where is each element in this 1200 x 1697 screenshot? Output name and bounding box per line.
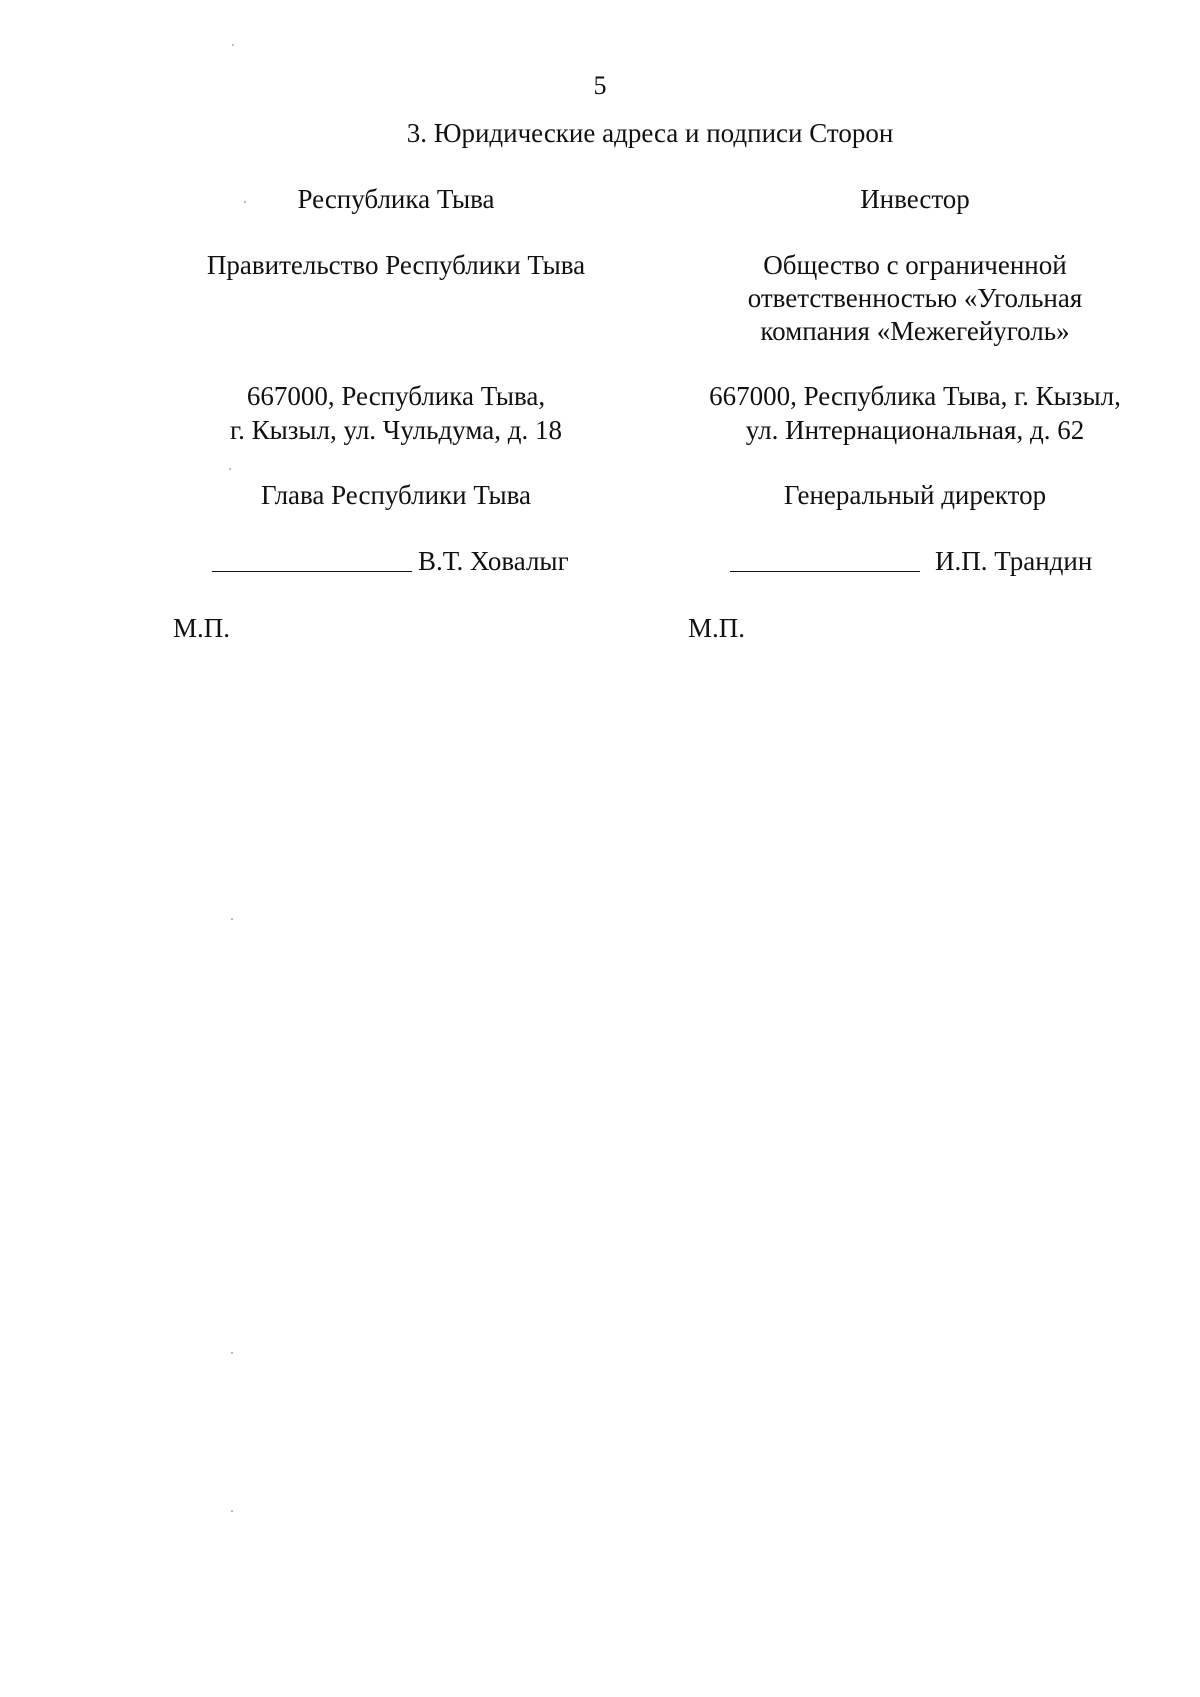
right-party-position: Генеральный директор bbox=[783, 480, 1047, 510]
right-party-organization-line3: компания «Межегейуголь» bbox=[760, 316, 1070, 346]
left-party-address-line2: г. Кызыл, ул. Чульдума, д. 18 bbox=[230, 415, 562, 445]
scan-speck bbox=[232, 44, 234, 46]
scan-speck bbox=[229, 468, 231, 470]
left-signature-line bbox=[212, 571, 412, 572]
left-party-seal: М.П. bbox=[173, 613, 231, 643]
page-number: 5 bbox=[593, 71, 607, 100]
scan-speck bbox=[231, 918, 233, 920]
scan-speck bbox=[231, 1352, 233, 1354]
right-party-signatory: И.П. Трандин bbox=[935, 546, 1093, 576]
right-party-address-line1: 667000, Республика Тыва, г. Кызыл, bbox=[709, 381, 1121, 411]
left-party-address-line1: 667000, Республика Тыва, bbox=[246, 381, 546, 411]
scan-speck bbox=[231, 1510, 233, 1512]
left-party-position: Глава Республики Тыва bbox=[260, 480, 532, 510]
section-title: 3. Юридические адреса и подписи Сторон bbox=[406, 118, 894, 148]
right-party-organization-line1: Общество с ограниченной bbox=[763, 250, 1067, 280]
right-party-seal: М.П. bbox=[688, 613, 746, 643]
right-party-heading: Инвестор bbox=[860, 184, 970, 214]
right-party-organization-line2: ответственностью «Угольная bbox=[747, 283, 1083, 313]
left-party-heading: Республика Тыва bbox=[297, 184, 495, 214]
left-party-signatory: В.Т. Ховалыг bbox=[418, 546, 569, 576]
left-party-organization: Правительство Республики Тыва bbox=[206, 250, 586, 280]
right-signature-line bbox=[730, 571, 920, 572]
right-party-address-line2: ул. Интернациональная, д. 62 bbox=[745, 415, 1085, 445]
